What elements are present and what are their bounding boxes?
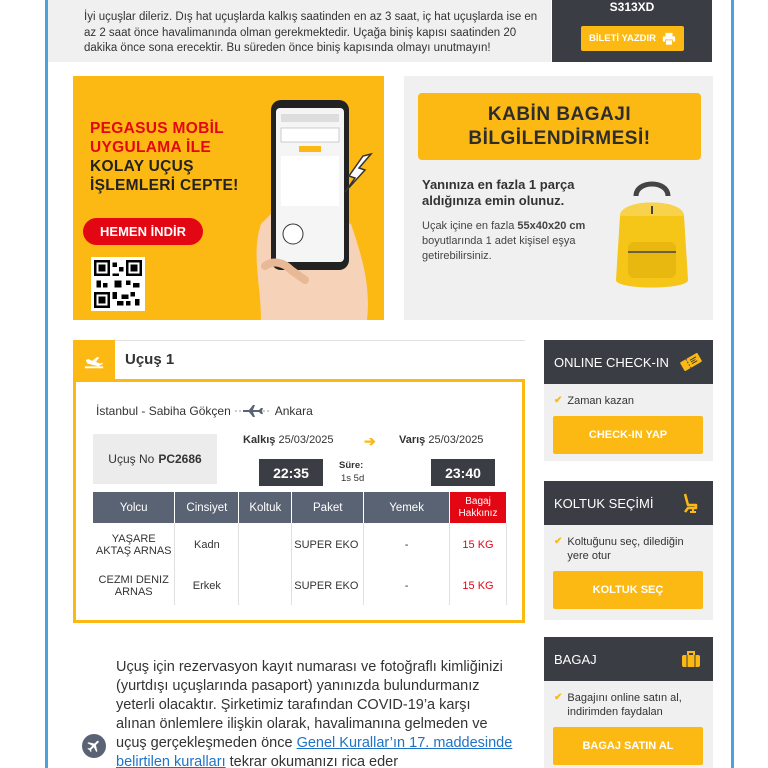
flight-title: Uçuş 1 — [125, 351, 175, 368]
flight-number: PC2686 — [158, 452, 202, 466]
covid-info-part-2: tekrar okumanızı rica eder — [229, 754, 399, 768]
passenger-gender: Erkek — [175, 567, 239, 605]
suitcase-icon — [679, 647, 703, 671]
cabin-baggage-title-line-2: BİLGİLENDİRMESİ! — [468, 127, 651, 149]
general-rules-link[interactable]: Genel Kurallar’ın 17. maddesinde belirtilen kuralları — [116, 735, 513, 768]
cabin-baggage-title-line-1: KABİN BAGAJI — [487, 103, 632, 125]
column-header-baggage: Bagaj Hakkınız — [450, 492, 507, 523]
passenger-table-header — [93, 492, 507, 523]
boarding-notice-text: İyi uçuşlar dileriz. Dış hat uçuşlarda kalkış saatinden en az 3 saat, iç hat uçuşlarda ise en az 2 saat önce havalimanında olman gerekmektedir. Uçağa biniş kapısı saatinden 20 dakika önce sona erecektir. Bu süreden önce biniş kapısında olmayı unutmayın! — [84, 11, 538, 54]
baggage-title: BAGAJ — [554, 651, 597, 667]
table-row — [93, 523, 507, 567]
passenger-table — [93, 492, 507, 605]
mobile-app-banner[interactable] — [73, 76, 384, 320]
check-icon: ✔ — [554, 395, 563, 406]
column-header: Koltuk — [239, 492, 292, 523]
print-ticket-label: BİLETİ YAZDIR — [588, 33, 657, 44]
flight-header-icon — [73, 340, 115, 380]
passenger-baggage: 15 KG — [450, 567, 507, 605]
route-destination: Ankara — [274, 404, 313, 418]
column-header: Yolcu — [93, 492, 175, 523]
column-header: Yemek — [364, 492, 450, 523]
departure-date: 25/03/2025 — [278, 434, 334, 446]
baggage-benefit — [544, 681, 713, 719]
passenger-meal: - — [364, 523, 450, 567]
frame-border-right — [731, 0, 734, 768]
passenger-package: SUPER EKO — [292, 523, 364, 567]
cabin-baggage-banner[interactable] — [404, 76, 713, 320]
passenger-seat — [239, 523, 292, 567]
cabin-baggage-description — [422, 219, 612, 264]
flight-number-box — [93, 434, 217, 484]
baggage-header — [544, 637, 713, 681]
check-icon: ✔ — [554, 536, 563, 547]
seat-selection-benefit — [544, 525, 713, 563]
flight-details-card — [73, 379, 525, 623]
printer-icon — [662, 32, 676, 46]
app-banner-line-3: KOLAY UÇUŞ — [90, 158, 194, 175]
cabin-baggage-dimensions: 55x40x20 cm — [517, 220, 586, 232]
passenger-name: YAŞARE AKTAŞ ARNAS — [93, 523, 175, 567]
arrival-info — [399, 434, 483, 446]
departure-info — [243, 434, 334, 446]
buy-baggage-button[interactable]: BAGAJ SATIN AL — [553, 727, 703, 765]
duration-value: 1s 5d — [341, 473, 365, 484]
seat-selection-card — [544, 481, 713, 620]
boarding-notice — [48, 0, 551, 62]
baggage-benefit-text: Bagajını online satın al, indirimden faydalan — [567, 692, 682, 718]
app-banner-line-4: İŞLEMLERİ CEPTE! — [90, 177, 239, 194]
passenger-meal: - — [364, 567, 450, 605]
pnr-panel — [552, 0, 712, 62]
checkin-benefit-text: Zaman kazan — [567, 395, 635, 407]
plane-icon — [82, 734, 106, 758]
backpack-icon — [606, 176, 698, 296]
departure-time: 22:35 — [259, 459, 323, 486]
passenger-baggage: 15 KG — [450, 523, 507, 567]
route-origin: İstanbul - Sabiha Gökçen — [96, 404, 231, 418]
checkin-benefit — [544, 384, 713, 408]
checkin-title: ONLINE CHECK-IN — [554, 354, 669, 370]
seat-selection-header — [544, 481, 713, 525]
baggage-card — [544, 637, 713, 768]
check-icon: ✔ — [554, 692, 563, 703]
arrival-label: Varış — [399, 434, 426, 446]
duration-label: Süre: — [339, 460, 364, 471]
phone-in-hand-icon — [241, 84, 381, 320]
flight-route — [96, 404, 313, 418]
arrival-time: 23:40 — [431, 459, 495, 486]
checkin-header — [544, 340, 713, 384]
seat-selection-title: KOLTUK SEÇİMİ — [554, 495, 654, 511]
seat-select-button[interactable]: KOLTUK SEÇ — [553, 571, 703, 609]
download-app-button[interactable]: HEMEN İNDİR — [83, 218, 203, 245]
seat-icon — [679, 491, 703, 515]
departure-label: Kalkış — [243, 434, 276, 446]
table-row — [93, 567, 507, 605]
passenger-name: CEZMI DENIZ ARNAS — [93, 567, 175, 605]
arrow-right-icon: ➔ — [364, 433, 376, 449]
cabin-baggage-title — [468, 103, 650, 151]
app-banner-line-2: UYGULAMA İLE — [90, 139, 211, 156]
covid-info-part-1: Uçuş için rezervasyon kayıt numarası ve fotoğraflı kimliğinizi (yurtdışı uçuşlarında pasaport) yanınızda bulundurmanız yeterli olacaktır. Şirketimiz tarafından COVID-19’a karşı alınan önlemlere ilişkin olarak, havalimanına gelmeden ve uçuş gerçekleşmeden önce — [116, 659, 503, 751]
flight-header-divider — [115, 340, 525, 341]
app-banner-line-1: PEGASUS MOBİL — [90, 120, 224, 137]
print-ticket-button[interactable] — [581, 26, 684, 51]
app-banner-title — [90, 119, 239, 195]
route-plane-icon — [235, 404, 271, 418]
seat-selection-benefit-text: Koltuğunu seç, dilediğin yere otur — [567, 536, 684, 562]
passenger-seat — [239, 567, 292, 605]
cabin-baggage-desc-1: Uçak içine en fazla — [422, 220, 515, 232]
pnr-code: S313XD — [609, 0, 655, 14]
passenger-package: SUPER EKO — [292, 567, 364, 605]
checkin-button[interactable]: CHECK-IN YAP — [553, 416, 703, 454]
checkin-card — [544, 340, 713, 461]
qr-code-icon — [91, 257, 145, 311]
column-header: Cinsiyet — [175, 492, 239, 523]
flight-number-label: Uçuş No — [108, 452, 155, 466]
arrival-date: 25/03/2025 — [428, 434, 484, 446]
covid-info-text — [116, 658, 514, 768]
passenger-gender: Kadn — [175, 523, 239, 567]
column-header: Paket — [292, 492, 364, 523]
cabin-baggage-subtitle: Yanınıza en fazla 1 parça aldığınıza emin olunuz. — [422, 177, 575, 208]
ticket-icon — [679, 350, 703, 374]
cabin-baggage-title-box — [418, 93, 701, 160]
departure-plane-icon — [83, 349, 105, 371]
cabin-baggage-desc-2: boyutlarında 1 adet kişisel eşya getirebilirsiniz. — [422, 235, 576, 262]
frame-border-left — [45, 0, 48, 768]
